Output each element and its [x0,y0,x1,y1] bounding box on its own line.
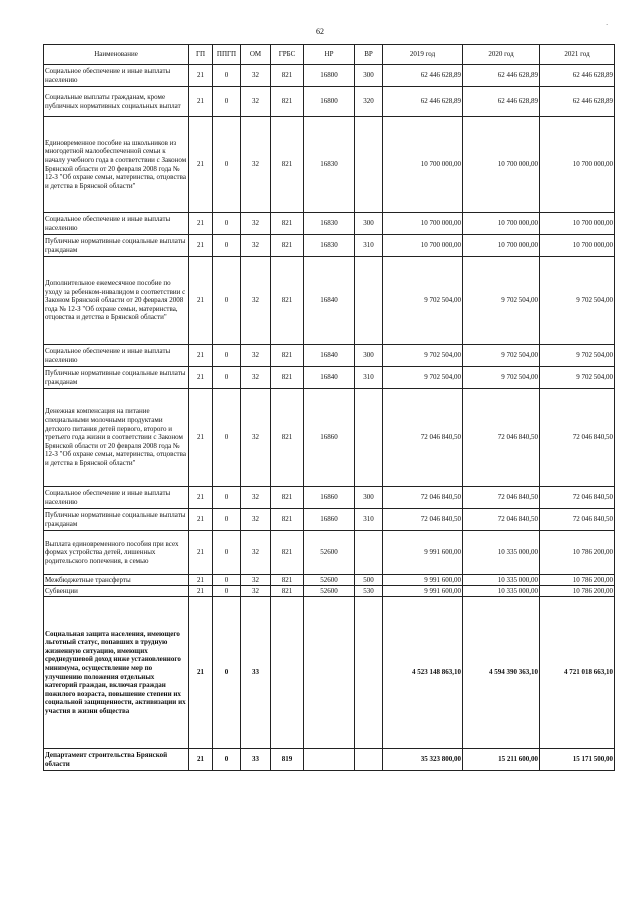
name-cell: Социальное обеспечение и иные выплаты населению [44,345,189,367]
name-cell: Социальное обеспечение и иные выплаты населению [44,487,189,509]
amount-2019-cell: 9 702 504,00 [383,367,463,389]
gp-cell: 21 [189,575,213,586]
table-row [44,257,615,345]
nr-cell: 16840 [304,367,355,389]
om-cell: 32 [241,235,271,257]
amount-2019-cell: 72 046 840,50 [383,487,463,509]
ppgp-cell: 0 [213,389,241,487]
nr-cell: 16830 [304,117,355,213]
table-row [44,65,615,87]
amount-2021-cell: 72 046 840,50 [540,389,615,487]
name-cell: Денежная компенсация на питание специальными молочными продуктами детского питания детей первого, второго и третьего года жизни в соответствии с Законом Брянской области от 20 февраля 2008 года № 12-З "Об охране семьи, материнства, отцовства и детства в Брянской области" [44,389,189,487]
vr-cell: 320 [355,87,383,117]
amount-2021-cell: 9 702 504,00 [540,345,615,367]
amount-2019-cell: 10 700 000,00 [383,213,463,235]
table-row [44,235,615,257]
amount-2019-cell: 4 523 148 863,10 [383,597,463,749]
amount-2021-cell: 10 786 200,00 [540,586,615,597]
table-row [44,367,615,389]
amount-2019-cell: 9 702 504,00 [383,345,463,367]
om-cell: 32 [241,257,271,345]
name-cell: Социальные выплаты гражданам, кроме публичных нормативных социальных выплат [44,87,189,117]
grbs-cell: 821 [271,235,304,257]
amount-2020-cell: 10 700 000,00 [463,235,540,257]
amount-2020-cell: 10 335 000,00 [463,575,540,586]
name-cell: Единовременное пособие на школьников из многодетной малообеспеченной семьи к началу учебного года в соответствии с Законом Брянской области от 20 февраля 2008 года № 12-З "Об охране семьи, материнства, отцовства и детства в Брянской области" [44,117,189,213]
gp-cell: 21 [189,65,213,87]
amount-2019-cell: 10 700 000,00 [383,117,463,213]
amount-2019-cell: 9 702 504,00 [383,257,463,345]
om-cell: 32 [241,575,271,586]
om-cell: 32 [241,87,271,117]
gp-cell: 21 [189,597,213,749]
om-cell: 32 [241,487,271,509]
nr-cell: 16860 [304,509,355,531]
amount-2020-cell: 72 046 840,50 [463,487,540,509]
amount-2020-cell: 10 335 000,00 [463,531,540,575]
amount-2019-cell: 9 991 600,00 [383,531,463,575]
amount-2021-cell: 15 171 500,00 [540,749,615,771]
header-cell: 2020 год [463,45,540,65]
header-row [44,45,615,65]
header-cell: ППГП [213,45,241,65]
amount-2019-cell: 10 700 000,00 [383,235,463,257]
gp-cell: 21 [189,389,213,487]
nr-cell: 52600 [304,531,355,575]
ppgp-cell: 0 [213,117,241,213]
nr-cell: 16860 [304,389,355,487]
amount-2020-cell: 72 046 840,50 [463,389,540,487]
table-row [44,487,615,509]
amount-2020-cell: 10 335 000,00 [463,586,540,597]
gp-cell: 21 [189,345,213,367]
amount-2019-cell: 62 446 628,89 [383,65,463,87]
amount-2020-cell: 72 046 840,50 [463,509,540,531]
amount-2020-cell: 62 446 628,89 [463,87,540,117]
header-cell: 2019 год [383,45,463,65]
amount-2020-cell: 4 594 390 363,10 [463,597,540,749]
grbs-cell: 821 [271,487,304,509]
nr-cell: 16800 [304,87,355,117]
name-cell: Выплата единовременного пособия при всех формах устройства детей, лишенных родительского попечения, в семью [44,531,189,575]
nr-cell: 16840 [304,257,355,345]
grbs-cell: 821 [271,367,304,389]
vr-cell: 300 [355,65,383,87]
vr-cell: 300 [355,487,383,509]
header-cell: ГРБС [271,45,304,65]
gp-cell: 21 [189,509,213,531]
om-cell: 32 [241,586,271,597]
gp-cell: 21 [189,586,213,597]
om-cell: 32 [241,213,271,235]
vr-cell: 500 [355,575,383,586]
vr-cell: 530 [355,586,383,597]
nr-cell [304,597,355,749]
amount-2021-cell: 9 702 504,00 [540,257,615,345]
grbs-cell: 821 [271,509,304,531]
ppgp-cell: 0 [213,749,241,771]
name-cell: Социальное обеспечение и иные выплаты населению [44,213,189,235]
vr-cell: 300 [355,345,383,367]
amount-2020-cell: 10 700 000,00 [463,213,540,235]
gp-cell: 21 [189,235,213,257]
vr-cell: 310 [355,235,383,257]
budget-table [43,44,615,771]
table-row [44,117,615,213]
table-row [44,87,615,117]
amount-2021-cell: 72 046 840,50 [540,487,615,509]
grbs-cell: 821 [271,117,304,213]
amount-2021-cell: 72 046 840,50 [540,509,615,531]
amount-2019-cell: 9 991 600,00 [383,575,463,586]
name-cell: Субвенции [44,586,189,597]
name-cell: Социальное обеспечение и иные выплаты населению [44,65,189,87]
ppgp-cell: 0 [213,367,241,389]
nr-cell: 16860 [304,487,355,509]
om-cell: 32 [241,65,271,87]
table-row [44,586,615,597]
grbs-cell: 819 [271,749,304,771]
name-cell: Публичные нормативные социальные выплаты гражданам [44,509,189,531]
name-cell: Департамент строительства Брянской области [44,749,189,771]
gp-cell: 21 [189,367,213,389]
name-cell: Дополнительное ежемесячное пособие по уходу за ребенком-инвалидом в соответствии с Законом Брянской области от 20 февраля 2008 года № 12-З "Об охране семьи, материнства, отцовства и детства в Брянской области" [44,257,189,345]
header-cell: ВР [355,45,383,65]
amount-2019-cell: 62 446 628,89 [383,87,463,117]
gp-cell: 21 [189,117,213,213]
amount-2020-cell: 10 700 000,00 [463,117,540,213]
grbs-cell: 821 [271,586,304,597]
vr-cell [355,597,383,749]
vr-cell [355,257,383,345]
amount-2021-cell: 10 786 200,00 [540,531,615,575]
om-cell: 33 [241,749,271,771]
amount-2021-cell: 10 700 000,00 [540,213,615,235]
vr-cell: 310 [355,367,383,389]
ppgp-cell: 0 [213,597,241,749]
ppgp-cell: 0 [213,257,241,345]
name-cell: Социальная защита населения, имеющего льготный статус, попавших в трудную жизненную ситуацию, имеющих среднедушевой доход ниже установленного минимума, осуществление мер по улучшению положения отдельных категорий граждан, включая граждан пожилого возраста, повышение степени их социальной защищенности, активизации их участия в жизни общества [44,597,189,749]
vr-cell [355,749,383,771]
vr-cell [355,531,383,575]
nr-cell [304,749,355,771]
amount-2021-cell: 10 700 000,00 [540,235,615,257]
grbs-cell: 821 [271,65,304,87]
name-cell: Межбюджетные трансферты [44,575,189,586]
nr-cell: 52600 [304,586,355,597]
om-cell: 32 [241,345,271,367]
ppgp-cell: 0 [213,87,241,117]
amount-2019-cell: 9 991 600,00 [383,586,463,597]
table-row [44,345,615,367]
amount-2020-cell: 15 211 600,00 [463,749,540,771]
amount-2020-cell: 62 446 628,89 [463,65,540,87]
header-cell: ОМ [241,45,271,65]
nr-cell: 16830 [304,235,355,257]
header-cell: НР [304,45,355,65]
table-row [44,531,615,575]
amount-2019-cell: 72 046 840,50 [383,389,463,487]
nr-cell: 16840 [304,345,355,367]
gp-cell: 21 [189,749,213,771]
ppgp-cell: 0 [213,65,241,87]
grbs-cell: 821 [271,531,304,575]
grbs-cell: 821 [271,87,304,117]
amount-2019-cell: 72 046 840,50 [383,509,463,531]
grbs-cell [271,597,304,749]
amount-2021-cell: 10 786 200,00 [540,575,615,586]
vr-cell [355,389,383,487]
ppgp-cell: 0 [213,213,241,235]
gp-cell: 21 [189,213,213,235]
amount-2021-cell: 62 446 628,89 [540,87,615,117]
table-row [44,597,615,749]
nr-cell: 16800 [304,65,355,87]
amount-2020-cell: 9 702 504,00 [463,367,540,389]
table-row [44,509,615,531]
ppgp-cell: 0 [213,586,241,597]
ppgp-cell: 0 [213,531,241,575]
amount-2020-cell: 9 702 504,00 [463,257,540,345]
table-row [44,749,615,771]
om-cell: 32 [241,117,271,213]
om-cell: 32 [241,509,271,531]
table-row [44,389,615,487]
ppgp-cell: 0 [213,235,241,257]
ppgp-cell: 0 [213,345,241,367]
ppgp-cell: 0 [213,509,241,531]
om-cell: 32 [241,531,271,575]
grbs-cell: 821 [271,389,304,487]
om-cell: 32 [241,367,271,389]
grbs-cell: 821 [271,345,304,367]
amount-2021-cell: 4 721 018 663,10 [540,597,615,749]
gp-cell: 21 [189,257,213,345]
gp-cell: 21 [189,531,213,575]
grbs-cell: 821 [271,257,304,345]
header-cell: 2021 год [540,45,615,65]
gp-cell: 21 [189,87,213,117]
om-cell: 32 [241,389,271,487]
nr-cell: 16830 [304,213,355,235]
grbs-cell: 821 [271,213,304,235]
vr-cell [355,117,383,213]
name-cell: Публичные нормативные социальные выплаты гражданам [44,367,189,389]
vr-cell: 310 [355,509,383,531]
header-cell: ГП [189,45,213,65]
grbs-cell: 821 [271,575,304,586]
name-cell: Публичные нормативные социальные выплаты гражданам [44,235,189,257]
amount-2021-cell: 62 446 628,89 [540,65,615,87]
om-cell: 33 [241,597,271,749]
corner-mark: ` [606,23,609,31]
amount-2020-cell: 9 702 504,00 [463,345,540,367]
header-cell: Наименование [44,45,189,65]
nr-cell: 52600 [304,575,355,586]
ppgp-cell: 0 [213,487,241,509]
table-row [44,213,615,235]
amount-2021-cell: 10 700 000,00 [540,117,615,213]
amount-2019-cell: 35 323 800,00 [383,749,463,771]
vr-cell: 300 [355,213,383,235]
table-body [44,65,615,771]
ppgp-cell: 0 [213,575,241,586]
page-number: 62 [316,27,324,36]
gp-cell: 21 [189,487,213,509]
amount-2021-cell: 9 702 504,00 [540,367,615,389]
table-row [44,575,615,586]
